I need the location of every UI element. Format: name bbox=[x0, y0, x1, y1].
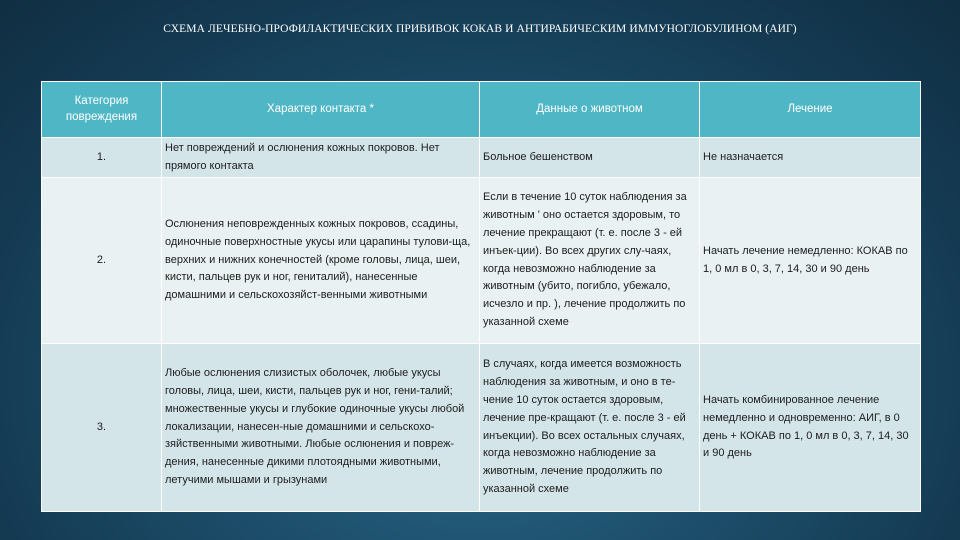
header-animal: Данные о животном bbox=[480, 82, 700, 138]
contact-cell: Нет повреждений и ослюнения кожных покровов. Нет прямого контакта bbox=[162, 138, 480, 178]
treatment-cell: Начать лечение немедленно: КОКАВ по 1, 0 мл в 0, 3, 7, 14, 30 и 90 день bbox=[700, 178, 921, 344]
table-header-row bbox=[42, 82, 921, 138]
header-category: Категория повреждения bbox=[42, 82, 162, 138]
animal-cell: Больное бешенством bbox=[480, 138, 700, 178]
vaccination-scheme-table bbox=[41, 81, 921, 512]
category-cell: 1. bbox=[42, 138, 162, 178]
treatment-cell: Начать комбинированное лечение немедленно и одновременно: АИГ, в 0 день + КОКАВ по 1, 0 мл в 0, 3, 7, 14, 30 и 90 день bbox=[700, 344, 921, 512]
category-cell: 2. bbox=[42, 178, 162, 344]
table-row bbox=[42, 178, 921, 344]
contact-cell: Ослюнения неповрежденных кожных покровов, ссадины, одиночные поверхностные укусы или царапины тулови-ща, верхних и нижних конечностей (кроме головы, лица, шеи, кисти, пальцев рук и ног, гениталий), нанесенные домашними и сельскохозяйст-венными животными bbox=[162, 178, 480, 344]
treatment-cell: Не назначается bbox=[700, 138, 921, 178]
header-contact: Характер контакта * bbox=[162, 82, 480, 138]
page-title: СХЕМА ЛЕЧЕБНО-ПРОФИЛАКТИЧЕСКИХ ПРИВИВОК КОКАВ И АНТИРАБИЧЕСКИМ ИММУНОГЛОБУЛИНОМ (АИГ) bbox=[163, 23, 797, 35]
animal-cell: Если в течение 10 суток наблюдения за животным ' оно остается здоровым, то лечение прекращают (т. е. после 3 - ей инъек-ции). Во всех других слу-чаях, когда невозможно наблюдение за животным (убито, погибло, убежало, исчезло и пр. ), лечение продолжить по указанной схеме bbox=[480, 178, 700, 344]
animal-cell: В случаях, когда имеется возможность наблюдения за животным, и оно в те-чение 10 суток остается здоровым, лечение пре-кращают (т. е. после 3 - ей инъекции). Во всех остальных случаях, когда невозможно наблюдение за животным, лечение продолжить по указанной схеме bbox=[480, 344, 700, 512]
table-row bbox=[42, 138, 921, 178]
table-row bbox=[42, 344, 921, 512]
header-treatment: Лечение bbox=[700, 82, 921, 138]
contact-cell: Любые ослюнения слизистых оболочек, любые укусы головы, лица, шеи, кисти, пальцев рук и ног, гени-талий; множественные укусы и глубокие одиночные укусы любой локализации, нанесен-ные домашними и сельскохо-зяйственными животными. Любые ослюнения и повреж-дения, нанесенные дикими плотоядными животными, летучими мышами и грызунами bbox=[162, 344, 480, 512]
category-cell: 3. bbox=[42, 344, 162, 512]
